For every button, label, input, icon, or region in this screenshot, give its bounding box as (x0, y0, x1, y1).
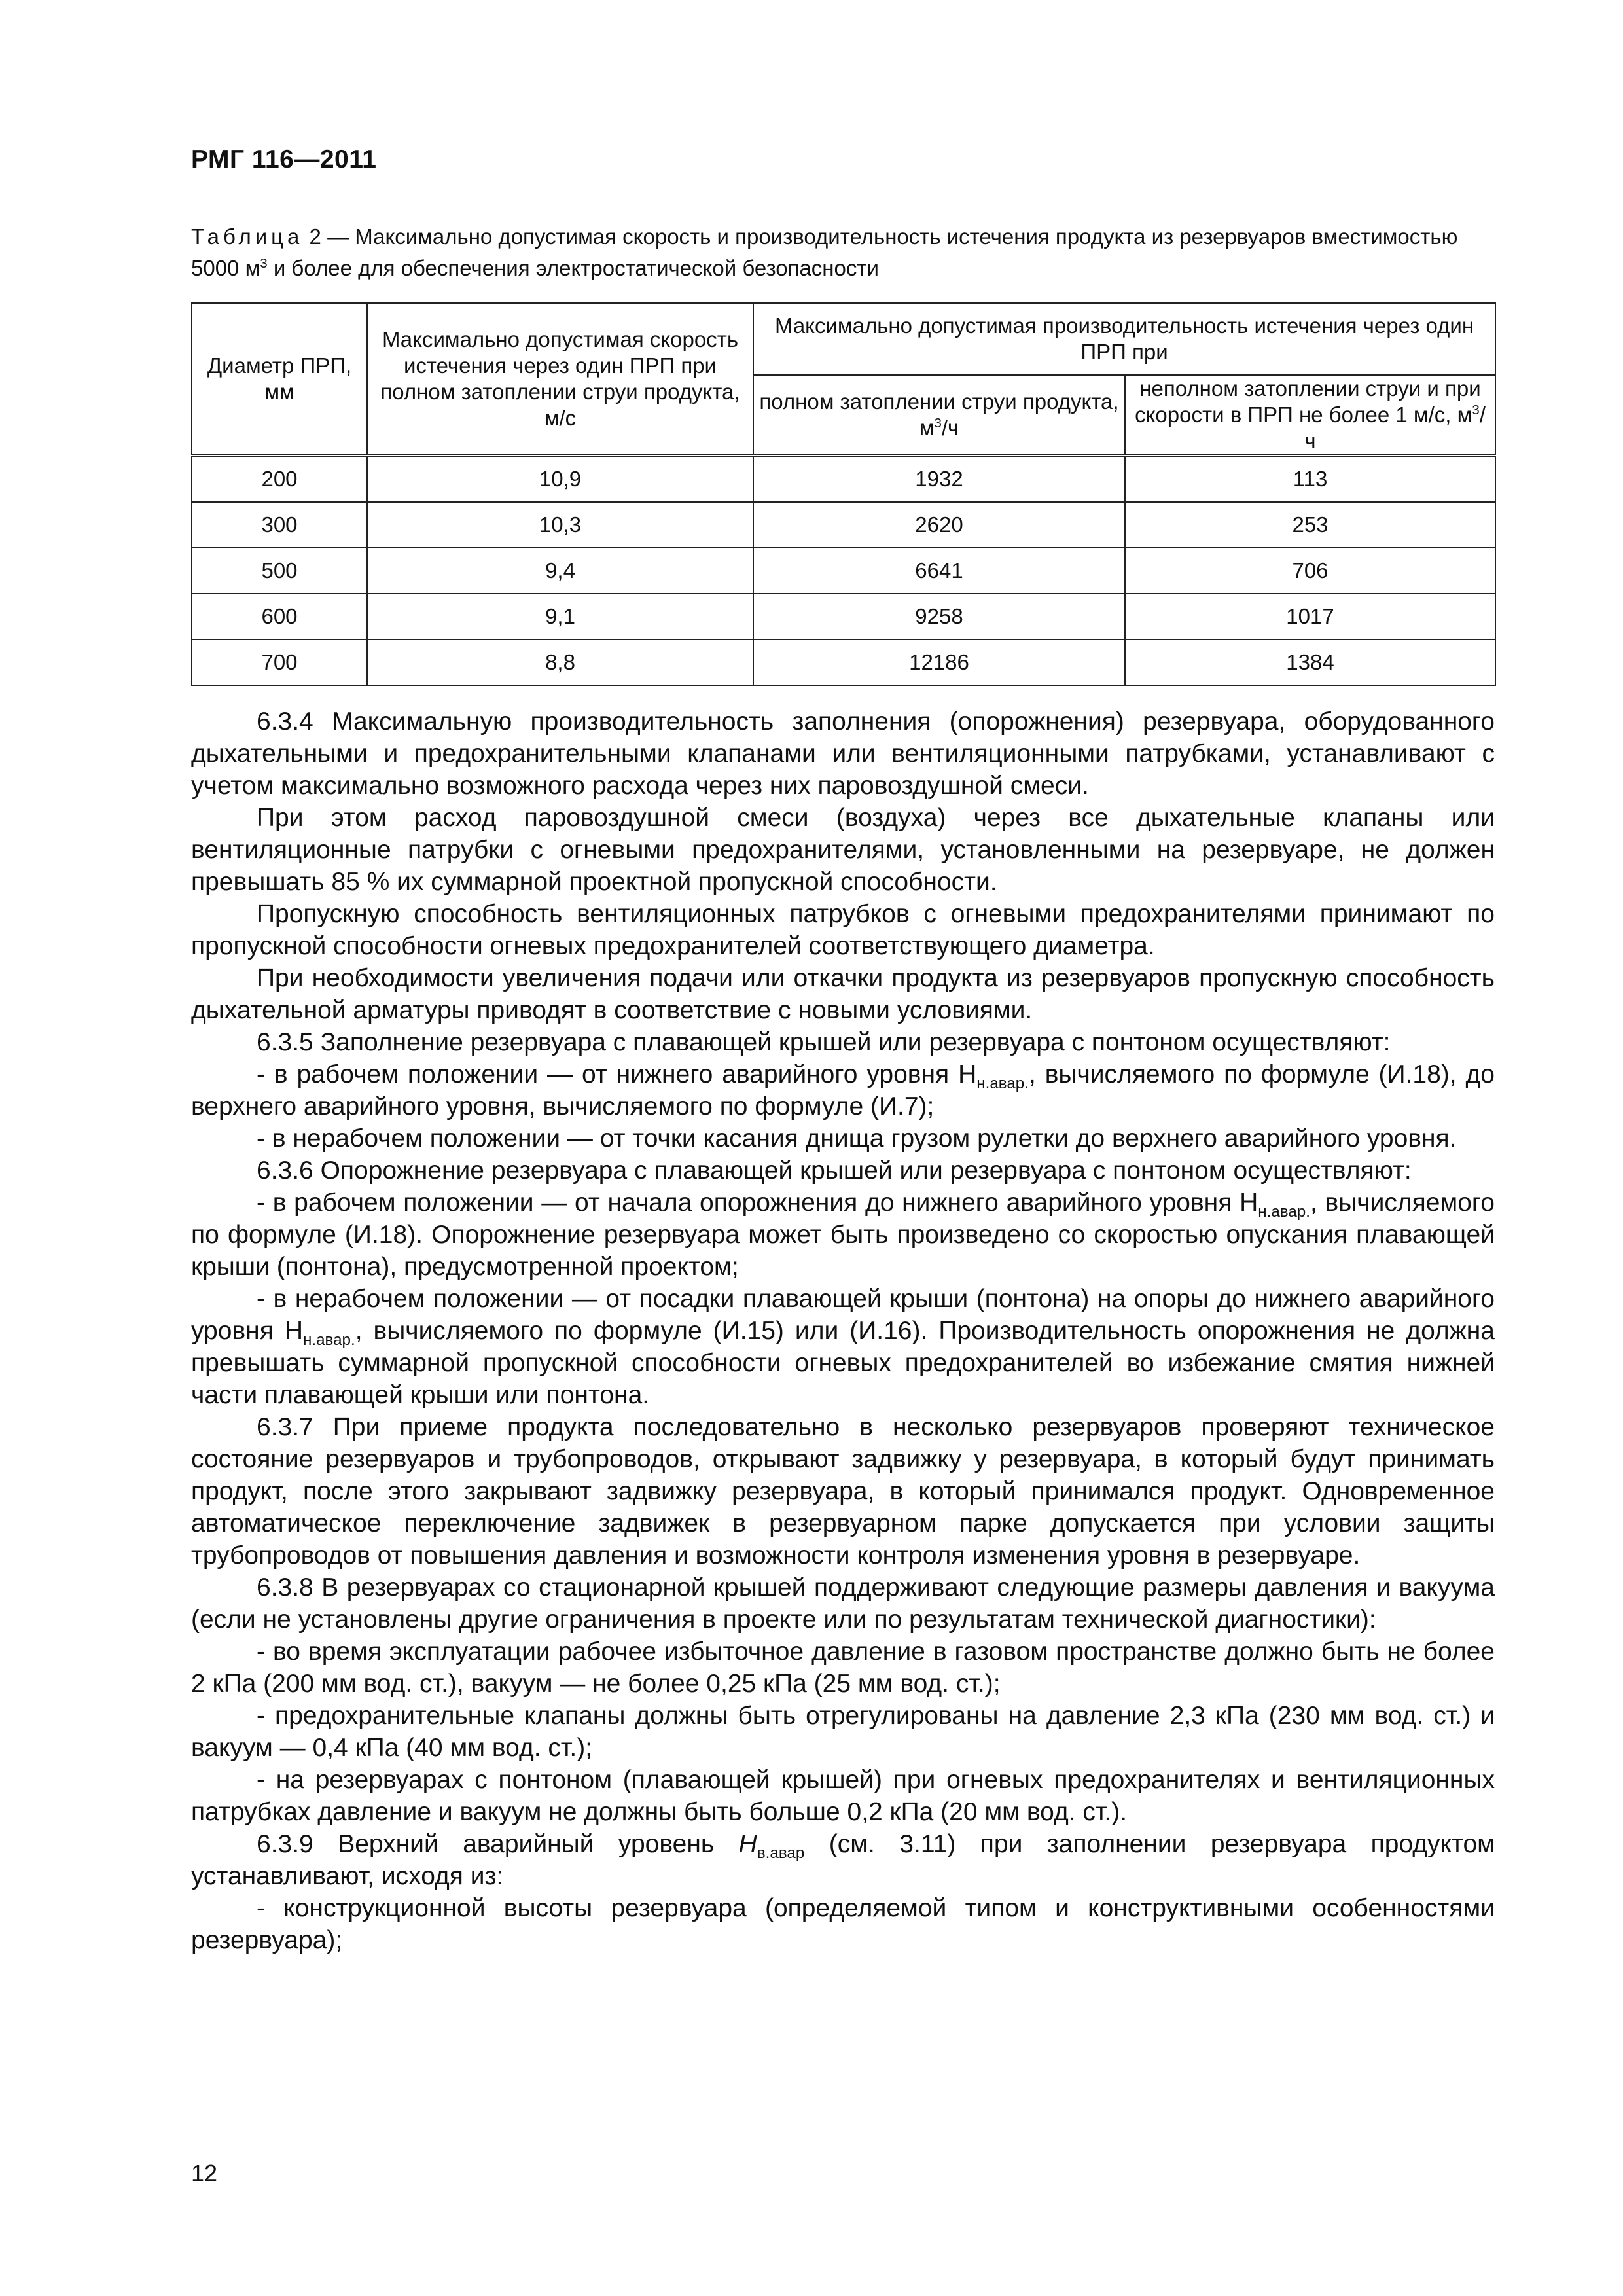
list-item: - конструкционной высоты резервуара (определяемой типом и конструктивными особенностями резервуара); (191, 1894, 1495, 1954)
list-item-text: - в нерабочем положении — от посадки плавающей крыши (понтона) на опоры до нижнего аварийного уровня Н (191, 1285, 1495, 1345)
table-caption-number: 2 (303, 224, 321, 249)
header-full-unit: /ч (941, 416, 959, 440)
cell-diameter: 500 (192, 548, 367, 594)
cell-speed: 10,9 (367, 456, 753, 502)
list-item-text-end: , вычисляемого по формуле (И.15) или (И.16). Производительность опорожнения не должна превышать суммарной пропускной способности огневых предохранителей во избежание смятия нижней части плавающей крыши или понтона. (191, 1317, 1495, 1409)
cell-partial: 253 (1125, 502, 1495, 548)
paragraph-text-end: (см. 3.11) при заполнении резервуара продуктом устанавливают, исходя из: (191, 1830, 1495, 1890)
header-full-sup: 3 (934, 416, 942, 431)
subscript: н.авар. (303, 1331, 355, 1349)
header-partial-text: неполном затоплении струи и при скорости в ПРП не более 1 м/с, м (1135, 376, 1481, 427)
list-item-text: - в рабочем положении — от начала опорожнения до нижнего аварийного уровня Н (257, 1189, 1258, 1217)
cell-speed: 9,1 (367, 594, 753, 639)
table-row (192, 594, 1495, 639)
table-row (192, 456, 1495, 502)
page-number: 12 (191, 2160, 218, 2187)
subscript: н.авар. (1258, 1202, 1310, 1221)
table-caption-text-end: и более для обеспечения электростатической безопасности (267, 256, 879, 280)
cell-partial: 1017 (1125, 594, 1495, 639)
list-item: - во время эксплуатации рабочее избыточное давление в газовом пространстве должно быть не более 2 кПа (200 мм вод. ст.), вакуум — не более 0,25 кПа (25 мм вод. ст.); (191, 1638, 1495, 1698)
cell-diameter: 300 (192, 502, 367, 548)
cell-diameter: 700 (192, 639, 367, 685)
subscript: н.авар. (976, 1074, 1029, 1092)
cell-partial: 1384 (1125, 639, 1495, 685)
table-row (192, 502, 1495, 548)
cell-full: 6641 (753, 548, 1125, 594)
cell-speed: 8,8 (367, 639, 753, 685)
cell-full: 2620 (753, 502, 1125, 548)
table-caption-prefix: Таблица (191, 224, 304, 249)
cell-speed: 10,3 (367, 502, 753, 548)
header-capacity-group: Максимально допустимая производительность истечения через один ПРП при (753, 303, 1495, 375)
paragraph-6-3-4: 6.3.4 Максимальную производительность заполнения (опорожнения) резервуара, оборудованного дыхательными и предохранительными клапанами или вентиляционными патрубками, устанавливают с учетом максимально возможного расхода через них паровоздушной смеси. (191, 708, 1495, 800)
table-row (192, 639, 1495, 685)
list-item (191, 1187, 1495, 1283)
paragraph-text: 6.3.9 Верхний аварийный уровень (257, 1830, 739, 1858)
header-diameter: Диаметр ПРП, мм (192, 303, 367, 456)
list-item: - на резервуарах с понтоном (плавающей крышей) при огневых предохранителях и вентиляционных патрубках давление и вакуум не должны быть больше 0,2 кПа (20 мм вод. ст.). (191, 1766, 1495, 1826)
table-caption-superscript: 3 (260, 256, 268, 271)
header-full-text: полном затоплении струи продукта, м (759, 389, 1119, 440)
table-caption (191, 221, 1495, 284)
cell-diameter: 200 (192, 456, 367, 502)
document-id-header: РМГ 116—2011 (191, 145, 377, 173)
header-speed: Максимально допустимая скорость истечения через один ПРП при полном затоплении струи продукта, м/с (367, 303, 753, 456)
cell-full: 9258 (753, 594, 1125, 639)
paragraph: При этом расход паровоздушной смеси (воздуха) через все дыхательные клапаны или вентиляционные патрубки с огневыми предохранителями, установленными на резервуаре, не должен превышать 85 % их суммарной проектной пропускной способности. (191, 804, 1495, 896)
list-item (191, 1058, 1495, 1122)
paragraph: Пропускную способность вентиляционных патрубков с огневыми предохранителями принимают по пропускной способности огневых предохранителей соответствующего диаметра. (191, 900, 1495, 960)
paragraph-6-3-8: 6.3.8 В резервуарах со стационарной крышей поддерживают следующие размеры давления и вакуума (если не установлены другие ограничения в проекте или по результатам технической диагностики): (191, 1573, 1495, 1634)
list-item-text: - в рабочем положении — от нижнего аварийного уровня Н (257, 1060, 977, 1088)
paragraph-6-3-6: 6.3.6 Опорожнение резервуара с плавающей крышей или резервуара с понтоном осуществляют: (257, 1157, 1412, 1185)
cell-full: 12186 (753, 639, 1125, 685)
header-partial-unit: /ч (1304, 403, 1486, 453)
table-row (192, 548, 1495, 594)
cell-speed: 9,4 (367, 548, 753, 594)
data-table (191, 302, 1496, 686)
body-text (191, 706, 1495, 1956)
list-item (191, 1283, 1495, 1411)
paragraph-6-3-9 (191, 1828, 1495, 1892)
subscript: в.авар (757, 1844, 805, 1862)
header-partial-sup: 3 (1472, 403, 1480, 418)
cell-full: 1932 (753, 456, 1125, 502)
cell-partial: 113 (1125, 456, 1495, 502)
header-partial-flooding (1125, 375, 1495, 456)
list-item: - в нерабочем положении — от точки касания днища грузом рулетки до верхнего аварийного уровня. (257, 1124, 1457, 1153)
cell-diameter: 600 (192, 594, 367, 639)
paragraph: При необходимости увеличения подачи или откачки продукта из резервуаров пропускную способность дыхательной арматуры приводят в соответствие с новыми условиями. (191, 964, 1495, 1024)
paragraph-6-3-7: 6.3.7 При приеме продукта последовательно в несколько резервуаров проверяют техническое состояние резервуаров и трубопроводов, открывают задвижку у резервуара, в который будут принимать продукт, после этого закрывают задвижку резервуара, в который принимался продукт. Одновременное автоматическое переключение задвижек в резервуарном парке допускается при условии защиты трубопроводов от повышения давления и возможности контроля изменения уровня в резервуаре. (191, 1413, 1495, 1570)
header-full-flooding (753, 375, 1125, 456)
table-caption-text: — Максимально допустимая скорость и производительность истечения продукта из резервуаров вместимостью 5000 м (191, 224, 1458, 280)
italic-symbol: Н (738, 1830, 757, 1858)
list-item-text-end: , вычисляемого по формуле (И.18). Опорожнение резервуара может быть произведено со скоростью опускания плавающей крыши (понтона), предусмотренной проектом; (191, 1189, 1495, 1281)
list-item-text-end: , вычисляемого по формуле (И.18), до верхнего аварийного уровня, вычисляемого по формуле (И.7); (191, 1060, 1495, 1121)
paragraph-6-3-5: 6.3.5 Заполнение резервуара с плавающей крышей или резервуара с понтоном осуществляют: (257, 1028, 1391, 1056)
list-item: - предохранительные клапаны должны быть отрегулированы на давление 2,3 кПа (230 мм вод. ст.) и вакуум — 0,4 кПа (40 мм вод. ст.); (191, 1702, 1495, 1762)
cell-partial: 706 (1125, 548, 1495, 594)
